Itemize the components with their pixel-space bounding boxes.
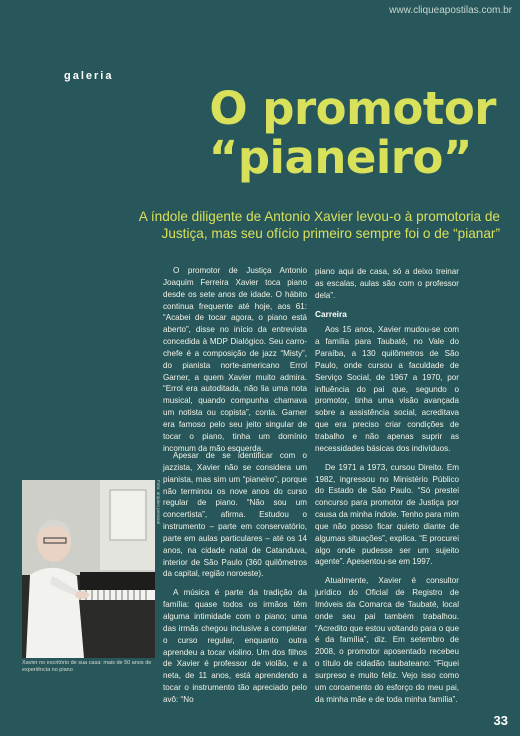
paragraph: O promotor de Justiça Antonio Joaquim Ferreira Xavier toca piano desde os sete anos de idade. O hábito continua frequente até hoje, aos 61: “Acabei de tocar agora, o piano está aberto”, disse no início da entrevista concedida à MDP Dialógico. Seu carro-chefe é a composição de jazz “Misty”, do pianista norte-americano Errol Garner, a quem Xavier muito admira. “Errol era autoditada, não lia uma nota musical, quando compunha chamava um notista ou copista”, conta. Garner era famoso pelo seu jeito singular de tocar o piano, tinha um domínio incomum da mão esquerda. [163,266,307,453]
photo-caption: Xavier no escritório de sua casa: mais de 50 anos de experiência no piano [22,660,152,673]
paragraph: Atualmente, Xavier é consultor jurídico do Oficial de Registro de Imóveis da Comarca de Taubaté, local onde seu pai também trabalhou. “Acredito que estou voltando para o que é da família”, diz. Em setembro de 2008, o promotor aposentado recebeu o título de cidadão taubateano: “Fiquei surpreso e muito feliz. Vejo isso como um coroamento do esforço do meu pai, da minha mãe e de toda minha família”. [315,576,459,704]
headline-line-1: O promotor [209,82,496,135]
page-number: 33 [493,713,508,728]
paragraph: Aos 15 anos, Xavier mudou-se com a família para Taubaté, no Vale do Paraíba, a 130 quilômetros de São Paulo, onde cursou a faculdade de Serviço Social, de 1967 a 1970, por influência do pai que, segundo o promotor, tinha uma visão avançada sobre a assistência social, acreditava que era preciso criar condições de trabalho e não apenas suprir as necessidades básicas dos indivíduos. [315,325,459,453]
column-1 [163,265,307,462]
paragraph: A música é parte da tradição da família: quase todos os irmãos têm alguma intimidade com o piano; uma das irmãs chegou inclusive a completar o curso regular, enquanto outra aprendeu a tocar violino. Um dos filhos de Xavier é professor de violão, e a neta, de 11 anos, está aprendendo a tocar o instrumento tão apreciado pelo avô: “No [163,588,307,704]
photo-pianist [22,480,155,658]
section-label: galeria [64,70,114,82]
site-url: www.cliqueapostilas.com.br [389,5,512,16]
subhead: Carreira [315,308,347,319]
column-2 [315,266,459,713]
photo-credit: Foto: arquivo pessoal [156,480,161,524]
paragraph: De 1971 a 1973, cursou Direito. Em 1982, ingressou no Ministério Público do Estado de São Paulo. “Só prestei concurso para promotor de Justiça por causa da minha índole. Tenho para mim que não posso ficar quieto diante de algumas situações”, explica. “E procurei algo onde pudesse ser um sujeito agente”. Apesentou-se em 1997. [315,462,459,567]
headline-line-2: “pianeiro” [208,131,472,184]
column-1-continued [163,450,307,713]
headline [40,84,496,182]
paragraph: piano aqui de casa, só a deixo treinar as escalas, aulas são com o professor dela”. [315,267,459,300]
deck: A índole diligente de Antonio Xavier levou-o à promotoria de Justiça, mas seu ofício primeiro sempre foi o de “pianar” [138,209,500,241]
paragraph: Apesar de se identificar com o jazzista, Xavier não se considera um pianista, mas sim um “pianeiro”, porque não terminou os nove anos do curso regular de piano. “Não sou um concertista”, afirma. Estudou o instrumento – parte em conservatório, parte em aulas particulares – até os 14 anos, na cidade natal de Catanduva, interior de São Paulo (360 quilômetros da capital, região noroeste). [163,451,307,579]
